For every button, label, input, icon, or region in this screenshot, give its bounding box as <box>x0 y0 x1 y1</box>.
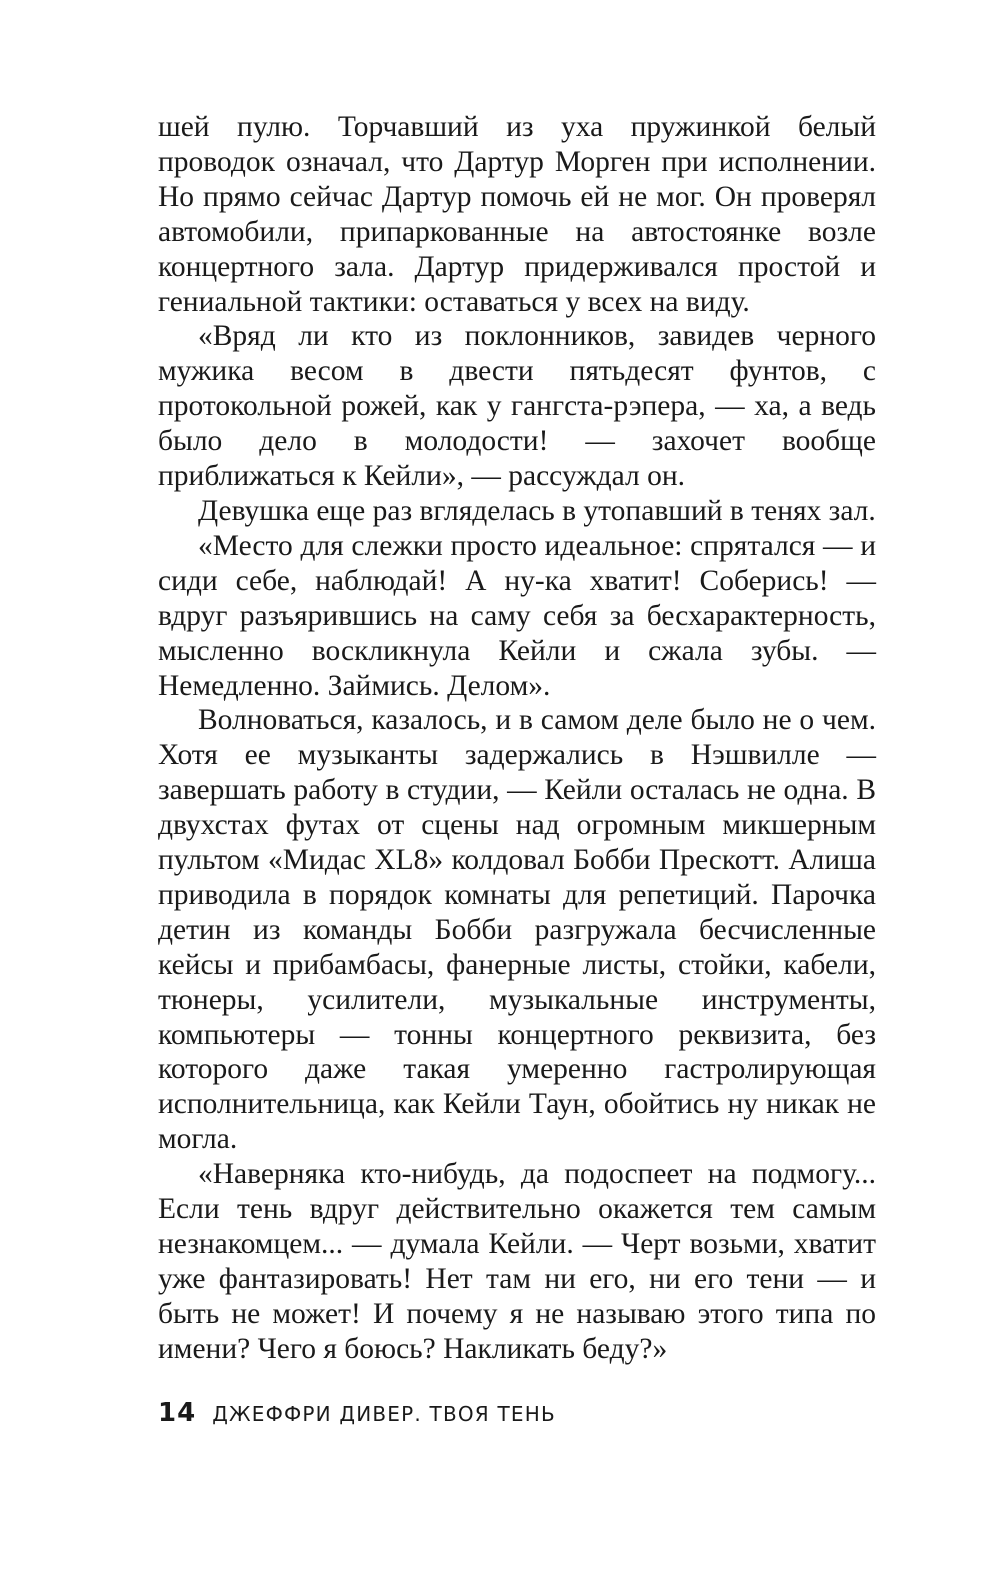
body-text <box>158 110 876 1367</box>
paragraph-4: «Место для слежки просто идеальное: спрятался — и сиди себе, наблюдай! А ну-ка хватит! Соберись! — вдруг разъярившись на саму себя за бесхарактерность, мысленно воскликнула Кейли и сжала зубы. — Немедленно. Займись. Делом». <box>158 529 876 702</box>
paragraph-3: Девушка еще раз вгляделась в утопавший в тенях зал. <box>198 494 876 527</box>
page-footer <box>158 1398 556 1428</box>
paragraph-1: шей пулю. Торчавший из уха пружинкой белый проводок означал, что Дартур Морген при исполнении. Но прямо сейчас Дартур помочь ей не мог. Он проверял автомобили, припаркованные на автостоянке возле концертного зала. Дартур придерживался простой и гениальной тактики: оставаться у всех на виду. <box>158 111 876 318</box>
paragraph-5: Волноваться, казалось, и в самом деле было не о чем. Хотя ее музыканты задержались в Нэшвилле — завершать работу в студии, — Кейли осталась не одна. В двухстах футах от сцены над огромным микшерным пультом «Мидас XL8» колдовал Бобби Прескотт. Алиша приводила в порядок комнаты для репетиций. Парочка детин из команды Бобби разгружала бесчисленные кейсы и прибамбасы, фанерные листы, стойки, кабели, тюнеры, усилители, музыкальные инструменты, компьютеры — тонны концертного реквизита, без которого даже такая умеренно гастролирующая исполнительница, как Кейли Таун, обойтись ну никак не могла. <box>158 704 876 1156</box>
page-number: 14 <box>158 1398 197 1428</box>
paragraph-6: «Наверняка кто-нибудь, да подоспеет на подмогу... Если тень вдруг действительно окажется тем самым незнакомцем... — думала Кейли. — Черт возьми, хватит уже фантазировать! Нет там ни его, ни его тени — и быть не может! И почему я не называю этого типа по имени? Чего я боюсь? Накликать беду?» <box>158 1158 876 1365</box>
running-title: ДЖЕФФРИ ДИВЕР. ТВОЯ ТЕНЬ <box>212 1402 556 1426</box>
paragraph-2: «Вряд ли кто из поклонников, завидев черного мужика весом в двести пятьдесят фунтов, с протокольной рожей, как у гангста-рэпера, — ха, а ведь было дело в молодости! — захочет вообще приближаться к Кейли», — рассуждал он. <box>158 320 876 493</box>
